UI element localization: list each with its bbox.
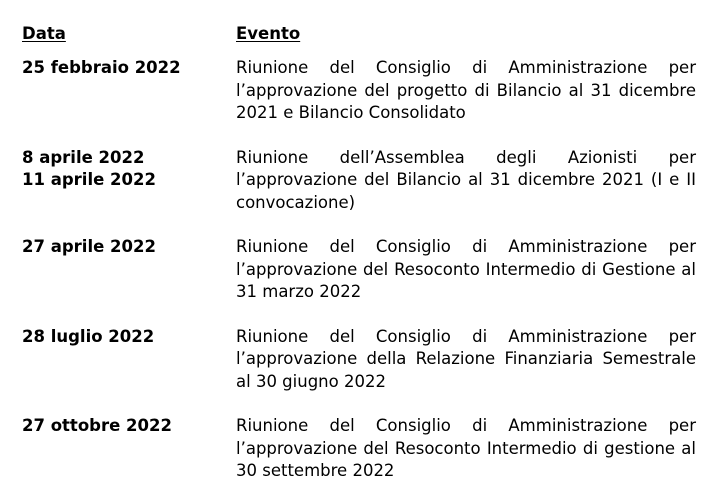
- event-description: Riunione dell’Assemblea degli Azionisti per l’approvazione del Bilancio al 31 dicembre 2021 (I e II convocazione): [236, 147, 696, 212]
- event-column-header: Evento: [236, 24, 301, 43]
- table-row: [22, 147, 698, 215]
- date-cell: [22, 147, 236, 192]
- event-date: 25 febbraio 2022: [22, 58, 181, 77]
- date-column-header: Data: [22, 24, 66, 43]
- date-cell: [22, 415, 236, 438]
- table-row: [22, 326, 698, 394]
- table-row: [22, 415, 698, 483]
- event-date: 11 aprile 2022: [22, 170, 156, 189]
- date-cell: [22, 57, 236, 80]
- event-description: Riunione del Consiglio di Amministrazione per l’approvazione della Relazione Finanziaria Semestrale al 30 giugno 2022: [236, 326, 696, 391]
- table-row: [22, 236, 698, 304]
- event-date: 8 aprile 2022: [22, 147, 145, 167]
- event-description: Riunione del Consiglio di Amministrazione per l’approvazione del progetto di Bilancio al 31 dicembre 2021 e Bilancio Consolidato: [236, 58, 696, 122]
- date-cell: [22, 326, 236, 349]
- event-date: 28 luglio 2022: [22, 326, 155, 346]
- table-header: [22, 23, 698, 45]
- financial-calendar-table: [22, 23, 698, 483]
- table-row: [22, 57, 698, 125]
- event-date: 27 ottobre 2022: [22, 416, 172, 435]
- event-date: 27 aprile 2022: [22, 237, 156, 256]
- event-description: Riunione del Consiglio di Amministrazione per l’approvazione del Resoconto Intermedio di Gestione al 31 marzo 2022: [236, 237, 696, 301]
- date-cell: [22, 236, 236, 259]
- event-description: Riunione del Consiglio di Amministrazione per l’approvazione del Resoconto Intermedio di gestione al 30 settembre 2022: [236, 416, 696, 480]
